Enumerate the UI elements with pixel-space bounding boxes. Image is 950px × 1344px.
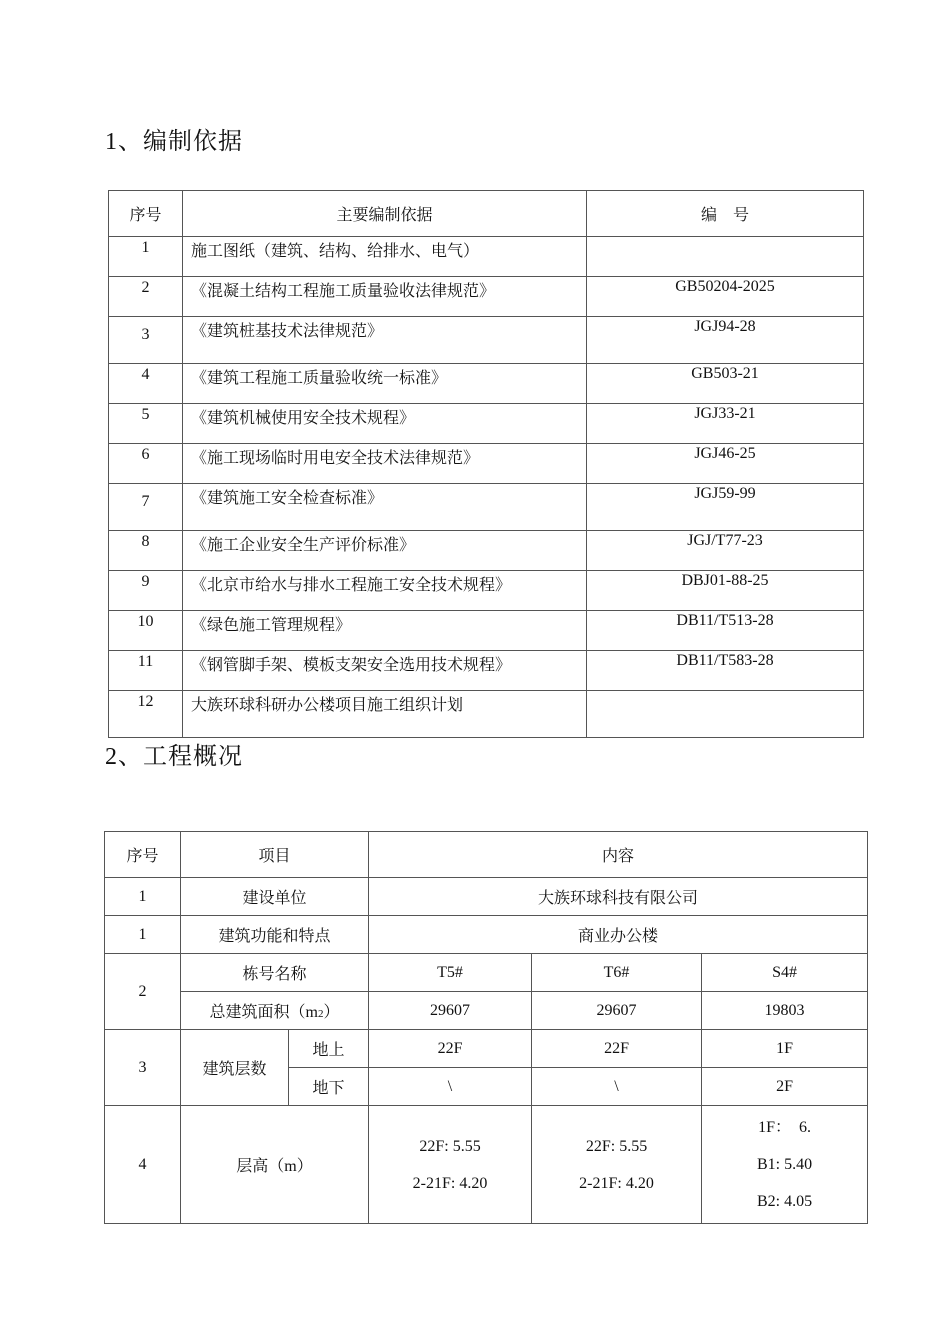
- area-t6: 29607: [532, 992, 702, 1030]
- height-s4-line: 1F： 6.: [758, 1119, 811, 1136]
- builder-label: 建设单位: [181, 878, 369, 916]
- area-s4: 19803: [702, 992, 868, 1030]
- height-s4-line: B1: 5.40: [756, 1156, 813, 1173]
- overview-table-header: [105, 832, 868, 878]
- row-code: JGJ94-28: [587, 317, 864, 364]
- height-s4-line: B2: 4.05: [756, 1193, 813, 1210]
- row-no: 12: [109, 691, 183, 738]
- row-basis: 《北京市给水与排水工程施工安全技术规程》: [183, 571, 587, 611]
- row-code: GB503-21: [587, 364, 864, 404]
- function-label: 建筑功能和特点: [181, 916, 369, 954]
- row-no: 8: [109, 531, 183, 571]
- floors-below-t5: \: [369, 1068, 532, 1106]
- row-no: 9: [109, 571, 183, 611]
- row-basis: 《绿色施工管理规程》: [183, 611, 587, 651]
- row-code: DB11/T513-28: [587, 611, 864, 651]
- floors-label: 建筑层数: [181, 1030, 289, 1106]
- row-no: 7: [109, 484, 183, 531]
- row-basis: 大族环球科研办公楼项目施工组织计划: [183, 691, 587, 738]
- row-code: DBJ01-88-25: [587, 571, 864, 611]
- row-no: 3: [105, 1030, 181, 1106]
- row-basis: 《建筑工程施工质量验收统一标准》: [183, 364, 587, 404]
- table-row: [109, 277, 864, 317]
- floors-below-s4: 2F: [702, 1068, 868, 1106]
- header-item: 项目: [181, 832, 369, 878]
- height-s4: [702, 1106, 868, 1224]
- row-no: 11: [109, 651, 183, 691]
- height-t6-line: 22F: 5.55: [585, 1137, 648, 1155]
- building-name-label: 栋号名称: [181, 954, 369, 992]
- row-no: 3: [109, 317, 183, 364]
- table-row: [109, 317, 864, 364]
- height-t6-line: 2-21F: 4.20: [579, 1174, 654, 1192]
- building-name-t6: T6#: [532, 954, 702, 992]
- row-code: [587, 237, 864, 277]
- building-name-t5: T5#: [369, 954, 532, 992]
- header-no: 序号: [105, 832, 181, 878]
- height-t5-line: 2-21F: 4.20: [412, 1174, 488, 1192]
- row-basis: 《建筑机械使用安全技术规程》: [183, 404, 587, 444]
- row-basis: 《钢管脚手架、模板支架安全选用技术规程》: [183, 651, 587, 691]
- table-row: [109, 404, 864, 444]
- row-basis: 《施工现场临时用电安全技术法律规范》: [183, 444, 587, 484]
- table-row: [105, 1106, 868, 1224]
- row-code: JGJ/T77-23: [587, 531, 864, 571]
- row-basis: 《建筑桩基技术法律规范》: [183, 317, 587, 364]
- row-code: JGJ59-99: [587, 484, 864, 531]
- row-no: 6: [109, 444, 183, 484]
- table-row: [109, 237, 864, 277]
- row-code: JGJ46-25: [587, 444, 864, 484]
- section-2-title: 2、工程概况: [105, 744, 243, 770]
- height-t6: [532, 1106, 702, 1224]
- basis-table: [108, 190, 864, 738]
- row-code: [587, 691, 864, 738]
- height-t5-line: 22F: 5.55: [419, 1137, 481, 1155]
- floors-below-label: 地下: [289, 1068, 369, 1106]
- floors-above-t6: 22F: [532, 1030, 702, 1068]
- table-row: [105, 1030, 868, 1068]
- header-content: 内容: [369, 832, 868, 878]
- floors-above-s4: 1F: [702, 1030, 868, 1068]
- row-code: DB11/T583-28: [587, 651, 864, 691]
- row-no: 2: [105, 954, 181, 1030]
- row-basis: 施工图纸（建筑、结构、给排水、电气）: [183, 237, 587, 277]
- header-basis: 主要编制依据: [183, 191, 587, 237]
- area-label-close: ）: [323, 1004, 340, 1021]
- table-row: [105, 916, 868, 954]
- table-row: [109, 691, 864, 738]
- table-row: [105, 878, 868, 916]
- height-label: 层高（m）: [181, 1106, 369, 1224]
- builder-value: 大族环球科技有限公司: [369, 878, 868, 916]
- row-code: JGJ33-21: [587, 404, 864, 444]
- table-row: [109, 484, 864, 531]
- row-no: 1: [105, 916, 181, 954]
- row-no: 2: [109, 277, 183, 317]
- table-row: [109, 364, 864, 404]
- area-label-sub: 2: [317, 1008, 324, 1020]
- row-basis: 《混凝土结构工程施工质量验收法律规范》: [183, 277, 587, 317]
- table-row: [109, 531, 864, 571]
- basis-table-header: [109, 191, 864, 237]
- floors-above-t5: 22F: [369, 1030, 532, 1068]
- section-1-title: 1、编制依据: [105, 129, 243, 155]
- table-row: [109, 651, 864, 691]
- row-no: 10: [109, 611, 183, 651]
- header-code: 编 号: [587, 191, 864, 237]
- table-row: [105, 954, 868, 992]
- area-label-text: 总建筑面积（m: [209, 1004, 318, 1021]
- row-basis: 《施工企业安全生产评价标准》: [183, 531, 587, 571]
- row-no: 1: [105, 878, 181, 916]
- function-value: 商业办公楼: [369, 916, 868, 954]
- row-no: 5: [109, 404, 183, 444]
- row-basis: 《建筑施工安全检查标准》: [183, 484, 587, 531]
- row-no: 1: [109, 237, 183, 277]
- area-t5: 29607: [369, 992, 532, 1030]
- area-label: [181, 992, 369, 1030]
- overview-table: [104, 831, 868, 1224]
- table-row: [109, 444, 864, 484]
- floors-above-label: 地上: [289, 1030, 369, 1068]
- table-row: [109, 571, 864, 611]
- floors-below-t6: \: [532, 1068, 702, 1106]
- row-code: GB50204-2025: [587, 277, 864, 317]
- table-row: [109, 611, 864, 651]
- row-no: 4: [109, 364, 183, 404]
- header-no: 序号: [109, 191, 183, 237]
- table-row: [105, 992, 868, 1030]
- building-name-s4: S4#: [702, 954, 868, 992]
- height-t5: [369, 1106, 532, 1224]
- row-no: 4: [105, 1106, 181, 1224]
